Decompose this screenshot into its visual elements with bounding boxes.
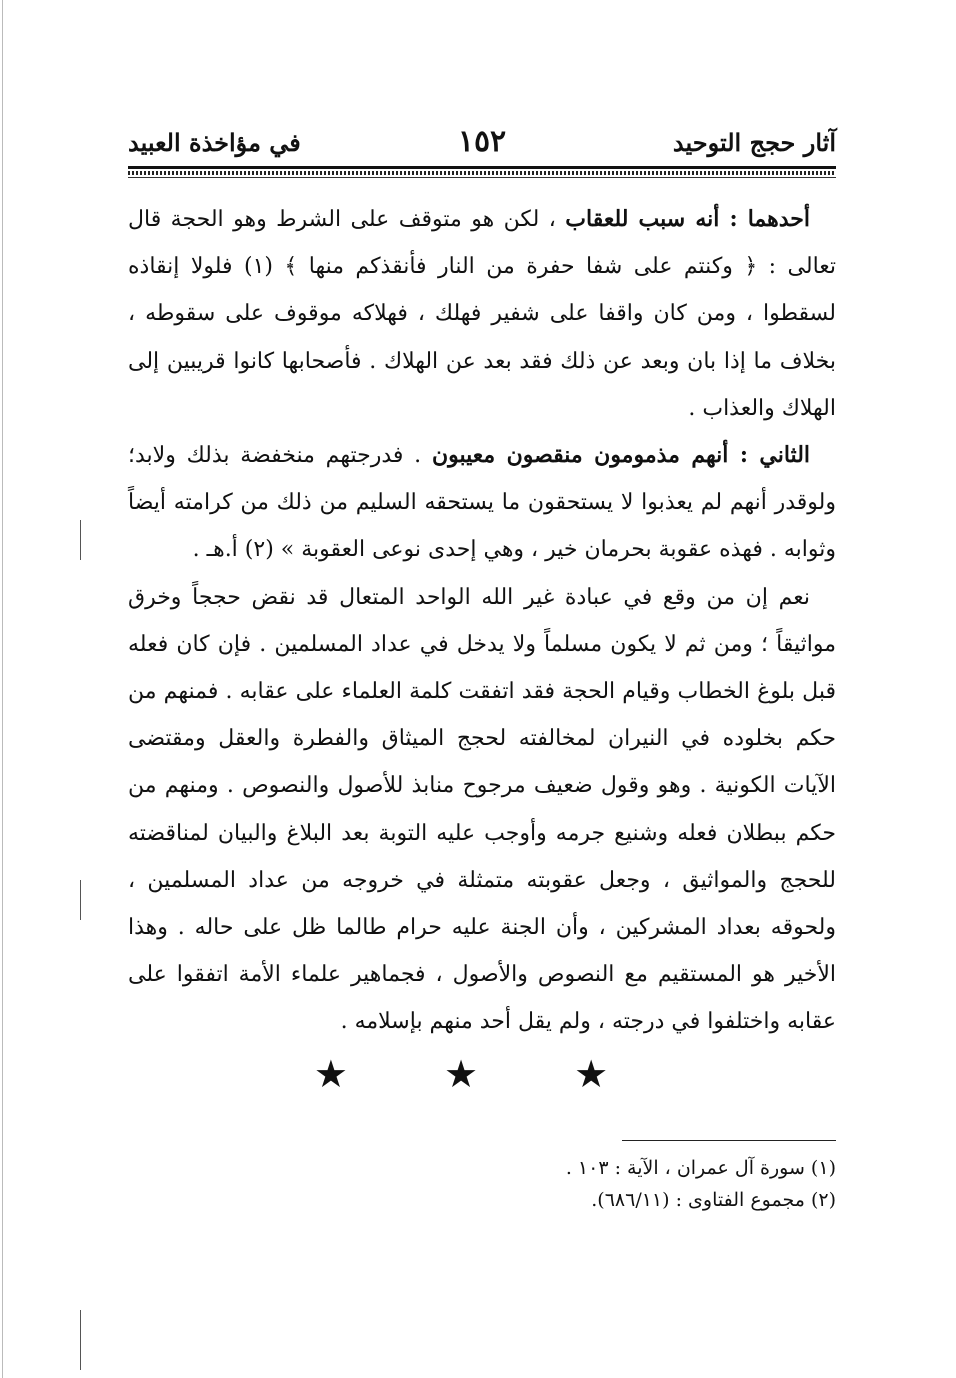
header-rule-thin <box>128 177 836 178</box>
book-title: آثار حجج التوحيد <box>672 128 836 157</box>
paragraph <box>128 432 836 574</box>
footnote-item: (٢) مجموع الفتاوى : (٦٨٦/١١). <box>591 1189 836 1211</box>
chapter-title: في مؤاخذة العبيد <box>128 128 301 157</box>
scan-edge-line <box>80 880 81 920</box>
header-rule <box>128 166 836 169</box>
paragraph <box>128 574 836 1046</box>
scan-edge-line <box>80 520 81 560</box>
paragraph <box>128 196 836 432</box>
main-text <box>128 196 836 1046</box>
running-header <box>128 124 836 164</box>
paragraph-lead: أحدهما : أنه سبب للعقاب <box>565 206 810 232</box>
paragraph-lead: الثاني : أنهم مذمومون منقصون معيبون <box>431 442 811 469</box>
paragraph-text: ، لكن هو متوقف على الشرط وهو الحجة قال تعالى : ﴿ وكنتم على شفا حفرة من النار فأنقذكم منها ﴾ (١) فلولا إنقاذه لسقطوا ، ومن كان واقفا على شفير فهلك ، فهلاكه موقوف على سقوطه ، بخلاف ما إذا بان وبعد عن ذلك فقد بعد عن الهلاك . فأصحابها كانوا قريبين إلى الهلاك والعذاب . <box>128 207 837 421</box>
paragraph-text: نعم إن من وقع في عبادة غير الله الواحد المتعال قد نقض حججاً وخرق مواثيقاً ؛ ومن ثم لا يكون مسلماً ولا يدخل في عداد المسلمين . فإن كان فعله قبل بلوغ الخطاب وقيام الحجة فقد اتفقت كلمة العلماء على عقابه . فمنهم من حكم بخلوده في النيران لمخالفته لحجج الميثاق والفطرة والعقل ومقتضى الآيات الكونية . وهو وقول ضعيف مرجوح منابذ للأصول والنصوص . ومنهم من حكم ببطلان فعله وشنيع جرمه وأوجب عليه التوبة بعد البلاغ والبيان لمناقضته للحجج والمواثيق ، وجعل عقوبته متمثلة في خروجه من عداد المسلمين ، ولحوقه بعداد المشركين ، وأن الجنة عليه حرام طالما ظل على حاله . وهذا الأخير هو المستقيم مع النصوص والأصول ، فجماهير علماء الأمة اتفقوا على عقابه واختلفوا في درجته ، ولم يقل أحد منهم بإسلامه . <box>128 584 837 1035</box>
footnote-rule <box>622 1140 836 1141</box>
footnote-item: (١) سورة آل عمران ، الآية : ١٠٣ . <box>565 1157 836 1179</box>
paragraph-text: . فدرجتهم منخفضة بذلك ولابد؛ ولوقدر أنهم لم يعذبوا لا يستحقون ما يستحقه السليم من ذلك من كرامته أيضاً وثوابه . فهذه عقوبة بحرمان خير ، وهي إحدى نوعى العقوبة » (٢) أ.هـ . <box>128 443 836 563</box>
scan-edge-line <box>80 1310 81 1370</box>
header-rule-dotted <box>128 171 836 175</box>
footnotes <box>128 1152 836 1216</box>
section-separator-stars: ★ ★ ★ <box>313 1052 651 1096</box>
scan-edge-line <box>2 0 3 1378</box>
page-number: ١٥٢ <box>457 124 507 159</box>
